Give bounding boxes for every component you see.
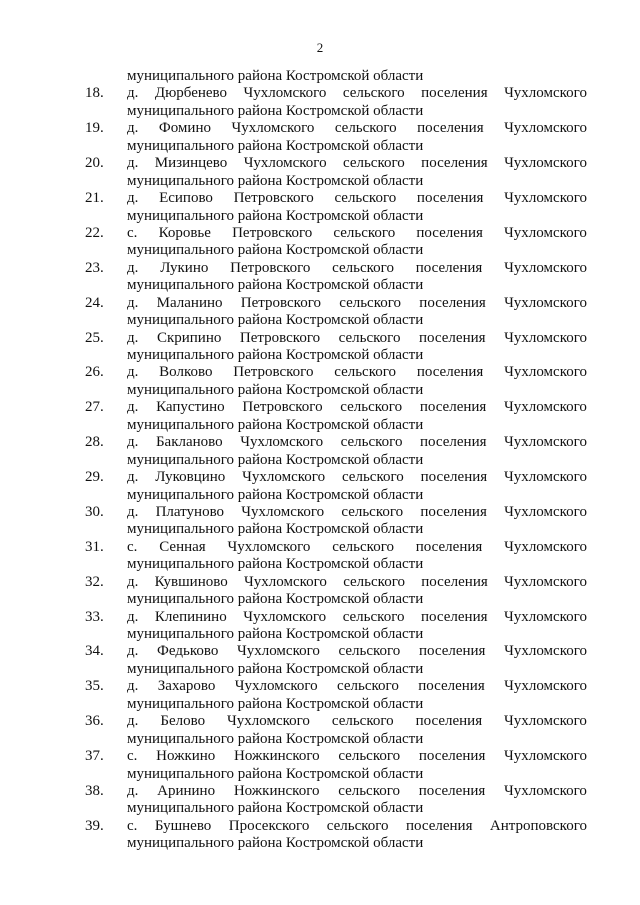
item-word: сельского: [337, 678, 399, 695]
item-word: сельского: [334, 190, 397, 207]
item-second-line: муниципального района Костромской области: [127, 835, 424, 852]
list-item: [85, 225, 587, 260]
item-number: 26.: [85, 364, 104, 381]
item-first-line: [127, 190, 587, 207]
item-word: Чухломского: [504, 573, 587, 590]
item-word: сельского: [338, 643, 401, 660]
item-word: Петровского: [233, 190, 314, 207]
item-word: поселения: [417, 120, 484, 137]
item-word: Чухломского: [504, 120, 587, 137]
list-item: [85, 783, 587, 818]
item-second-line: муниципального района Костромской области: [127, 626, 424, 642]
item-word: Кувшиново: [154, 573, 228, 590]
item-word: поселения: [416, 364, 484, 381]
item-word: сельского: [341, 469, 404, 486]
item-first-line: [127, 225, 587, 242]
item-second-line: муниципального района Костромской области: [127, 695, 424, 712]
item-word: поселения: [419, 294, 486, 311]
item-word: сельского: [343, 573, 405, 590]
item-second-line: муниципального района Костромской области: [127, 556, 424, 573]
item-word: Чухломского: [504, 713, 587, 730]
item-first-line: [127, 330, 587, 347]
item-first-line: [127, 155, 587, 172]
item-text: [127, 818, 587, 853]
item-word: Чухломского: [504, 329, 587, 346]
item-number: 32.: [85, 573, 104, 590]
item-word: Скрипино: [156, 329, 222, 346]
item-word: с.: [127, 224, 138, 241]
item-word: поселения: [421, 155, 488, 172]
item-word: поселения: [415, 259, 483, 276]
item-word: с.: [127, 538, 138, 555]
item-first-line: [127, 818, 587, 835]
list-item: [85, 364, 587, 399]
item-word: поселения: [418, 643, 486, 660]
item-second-line: муниципального района Костромской области: [127, 416, 424, 433]
item-first-line: [127, 609, 587, 626]
item-word: Ножкинского: [234, 748, 320, 765]
item-text: [127, 643, 587, 678]
item-word: Чухломского: [234, 678, 318, 695]
list-item: [85, 539, 587, 574]
item-first-line: [127, 260, 587, 277]
list-item: [85, 643, 587, 678]
item-word: поселения: [418, 782, 486, 799]
item-second-line: муниципального района Костромской области: [127, 347, 424, 363]
item-word: сельского: [340, 399, 403, 416]
item-number: 29.: [85, 469, 104, 486]
item-word: д.: [127, 399, 139, 416]
item-second-line: муниципального района Костромской области: [127, 730, 424, 747]
item-text: [127, 330, 587, 365]
item-first-line: [127, 643, 587, 660]
item-number: 31.: [85, 538, 104, 555]
item-word: Федьково: [157, 643, 219, 660]
item-second-line: муниципального района Костромской области: [127, 451, 424, 468]
item-word: Чухломского: [504, 503, 587, 520]
item-word: Чухломского: [504, 748, 587, 765]
settlement-list: [85, 68, 587, 853]
list-item: [85, 818, 587, 853]
item-word: Ножкино: [156, 748, 216, 765]
item-word: сельского: [339, 294, 402, 311]
item-first-line: [127, 295, 587, 312]
item-number: 24.: [85, 294, 104, 311]
item-word: поселения: [405, 817, 473, 834]
item-text: [127, 295, 587, 330]
item-first-line: [127, 713, 587, 730]
list-item: [85, 713, 587, 748]
item-second-line: муниципального района Костромской области: [127, 486, 424, 503]
item-first-line: [127, 783, 587, 800]
item-word: Чухломского: [504, 608, 587, 625]
item-word: поселения: [419, 399, 487, 416]
item-text: [127, 260, 587, 295]
item-word: сельского: [338, 329, 401, 346]
item-word: д.: [127, 155, 139, 172]
item-word: Чухломского: [240, 434, 324, 451]
item-first-line: [127, 504, 587, 521]
item-word: д.: [127, 329, 139, 346]
item-second-line: муниципального района Костромской области: [127, 381, 424, 398]
item-text: [127, 190, 587, 225]
item-word: Чухломского: [504, 434, 587, 451]
item-word: Чухломского: [504, 85, 587, 102]
item-word: поселения: [421, 573, 488, 590]
item-word: Чухломского: [504, 224, 587, 241]
list-item: [85, 399, 587, 434]
item-word: Чухломского: [236, 643, 320, 660]
item-word: сельского: [332, 259, 394, 276]
item-word: сельского: [332, 538, 394, 555]
item-first-line: [127, 748, 587, 765]
item-word: Чухломского: [504, 259, 587, 276]
item-number: 27.: [85, 399, 104, 416]
list-item: [85, 678, 587, 713]
item-text: [127, 504, 587, 539]
item-text: [127, 713, 587, 748]
item-second-line: муниципального района Костромской области: [127, 591, 424, 608]
item-second-line: муниципального района Костромской области: [127, 102, 424, 119]
item-word: Чухломского: [504, 294, 587, 311]
item-word: Платуново: [155, 503, 225, 520]
item-word: Волково: [159, 364, 213, 381]
item-word: поселения: [420, 434, 487, 451]
item-word: поселения: [420, 503, 487, 520]
item-text: [127, 85, 587, 120]
item-word: Белово: [160, 713, 206, 730]
item-word: Петровского: [233, 364, 314, 381]
item-text: [127, 434, 587, 469]
list-item: [85, 748, 587, 783]
item-word: Петровского: [240, 294, 321, 311]
item-number: 30.: [85, 503, 104, 520]
item-first-line: [127, 678, 587, 695]
item-word: Чухломского: [241, 503, 325, 520]
item-word: д.: [127, 503, 139, 520]
item-word: поселения: [418, 678, 485, 695]
item-word: Луковцино: [155, 469, 226, 486]
item-second-line: муниципального района Костромской области: [127, 765, 424, 782]
item-word: Захарово: [157, 678, 216, 695]
item-second-line: муниципального района Костромской области: [127, 312, 424, 329]
continuation-line: муниципального района Костромской области: [127, 68, 424, 84]
item-word: Ножкинского: [233, 782, 320, 799]
item-first-line: [127, 539, 587, 556]
item-number: 35.: [85, 678, 104, 695]
item-number: 39.: [85, 817, 104, 834]
item-first-line: [127, 469, 587, 486]
item-word: д.: [127, 678, 139, 695]
item-word: д.: [127, 469, 139, 486]
item-word: поселения: [416, 224, 483, 241]
item-second-line: муниципального района Костромской области: [127, 137, 424, 154]
item-first-line: [127, 85, 587, 102]
item-number: 37.: [85, 748, 104, 765]
item-number: 34.: [85, 643, 104, 660]
item-word: Бакланово: [155, 434, 223, 451]
list-item: [85, 190, 587, 225]
item-number: 28.: [85, 434, 104, 451]
item-text: [127, 678, 587, 713]
item-word: д.: [127, 573, 139, 590]
item-word: поселения: [419, 329, 486, 346]
item-word: сельского: [342, 608, 405, 625]
item-word: поселения: [421, 85, 488, 102]
item-word: поселения: [415, 538, 483, 555]
item-word: д.: [127, 782, 139, 799]
item-word: Чухломского: [504, 538, 587, 555]
item-word: Чухломского: [504, 678, 587, 695]
item-word: Дюрбенево: [154, 85, 228, 102]
page-number: 2: [316, 40, 324, 55]
item-text: [127, 225, 587, 260]
item-first-line: [127, 364, 587, 381]
item-word: Коровье: [158, 224, 211, 241]
item-word: Чухломского: [242, 469, 326, 486]
item-word: Капустино: [156, 399, 225, 416]
item-word: сельского: [338, 748, 401, 765]
item-word: сельского: [334, 120, 397, 137]
item-word: Чухломского: [504, 469, 587, 486]
list-item: [85, 574, 587, 609]
item-text: [127, 574, 587, 609]
item-word: поселения: [421, 608, 488, 625]
item-text: [127, 155, 587, 190]
item-first-line: [127, 120, 587, 137]
list-item: [85, 155, 587, 190]
item-word: Петровского: [242, 399, 323, 416]
item-word: сельского: [342, 85, 405, 102]
item-text: [127, 539, 587, 574]
item-word: Мизинцево: [154, 155, 228, 172]
item-word: д.: [127, 713, 139, 730]
item-number: 22.: [85, 224, 104, 241]
item-text: [127, 469, 587, 504]
item-word: сельского: [334, 364, 397, 381]
item-word: сельского: [342, 155, 405, 172]
item-word: сельского: [338, 782, 401, 799]
item-first-line: [127, 574, 587, 591]
item-word: д.: [127, 259, 139, 276]
item-text: [127, 609, 587, 644]
entries-container: [85, 85, 587, 852]
item-word: Чухломского: [227, 538, 311, 555]
item-second-line: муниципального района Костромской области: [127, 277, 424, 294]
item-second-line: муниципального района Костромской области: [127, 172, 424, 189]
item-word: д.: [127, 643, 139, 660]
item-word: сельского: [333, 224, 396, 241]
item-word: поселения: [416, 190, 484, 207]
item-text: [127, 783, 587, 818]
item-word: сельского: [331, 713, 394, 730]
item-word: Есипово: [159, 190, 213, 207]
item-number: 19.: [85, 120, 104, 137]
item-word: Петровского: [232, 224, 313, 241]
item-word: Маланино: [156, 294, 223, 311]
item-word: Фомино: [158, 120, 211, 137]
item-word: Чухломского: [244, 573, 327, 590]
item-second-line: муниципального района Костромской области: [127, 207, 424, 224]
item-word: с.: [127, 817, 138, 834]
item-word: с.: [127, 748, 138, 765]
item-word: Петровского: [239, 329, 321, 346]
item-word: д.: [127, 608, 139, 625]
item-word: поселения: [420, 469, 488, 486]
item-word: д.: [127, 364, 139, 381]
item-word: д.: [127, 85, 139, 102]
item-word: поселения: [415, 713, 483, 730]
item-number: 36.: [85, 713, 104, 730]
list-item: [85, 434, 587, 469]
item-word: Чухломского: [504, 782, 587, 799]
item-word: Клепинино: [154, 608, 227, 625]
item-word: поселения: [418, 748, 486, 765]
item-word: Петровского: [230, 259, 311, 276]
item-second-line: муниципального района Костромской области: [127, 660, 424, 677]
item-word: д.: [127, 120, 139, 137]
item-word: Бушнево: [154, 817, 212, 834]
item-number: 38.: [85, 782, 104, 799]
list-item: [85, 260, 587, 295]
list-item: [85, 85, 587, 120]
item-word: д.: [127, 294, 139, 311]
item-word: Антроповского: [489, 817, 587, 834]
list-item: [85, 469, 587, 504]
item-word: д.: [127, 190, 139, 207]
item-number: 23.: [85, 259, 104, 276]
item-text: [127, 399, 587, 434]
item-word: Чухломского: [227, 713, 310, 730]
item-word: Чухломского: [504, 155, 587, 172]
item-number: 18.: [85, 85, 104, 102]
item-second-line: муниципального района Костромской области: [127, 242, 424, 259]
item-number: 21.: [85, 190, 104, 207]
item-word: Чухломского: [504, 364, 587, 381]
list-item: [85, 504, 587, 539]
item-word: Чухломского: [231, 120, 315, 137]
list-item: [85, 295, 587, 330]
item-word: Чухломского: [243, 608, 327, 625]
item-first-line: [127, 434, 587, 451]
item-word: Чухломского: [504, 190, 587, 207]
item-first-line: [127, 399, 587, 416]
item-text: [127, 748, 587, 783]
item-word: Лукино: [160, 259, 209, 276]
list-item: [85, 330, 587, 365]
item-number: 20.: [85, 155, 104, 172]
item-word: Чухломского: [504, 643, 587, 660]
item-word: Чухломского: [243, 155, 327, 172]
item-word: Просекского: [228, 817, 310, 834]
item-word: Сенная: [159, 538, 206, 555]
item-second-line: муниципального района Костромской области: [127, 521, 424, 538]
item-text: [127, 120, 587, 155]
item-word: д.: [127, 434, 139, 451]
item-word: Чухломского: [243, 85, 327, 102]
item-number: 25.: [85, 329, 104, 346]
item-text: [127, 364, 587, 399]
item-word: сельского: [341, 503, 404, 520]
item-number: 33.: [85, 608, 104, 625]
item-word: Аринино: [157, 782, 216, 799]
list-item: [85, 609, 587, 644]
list-item: [85, 120, 587, 155]
item-word: Чухломского: [504, 399, 587, 416]
item-second-line: муниципального района Костромской области: [127, 800, 424, 817]
item-word: сельского: [326, 817, 389, 834]
item-word: сельского: [340, 434, 403, 451]
